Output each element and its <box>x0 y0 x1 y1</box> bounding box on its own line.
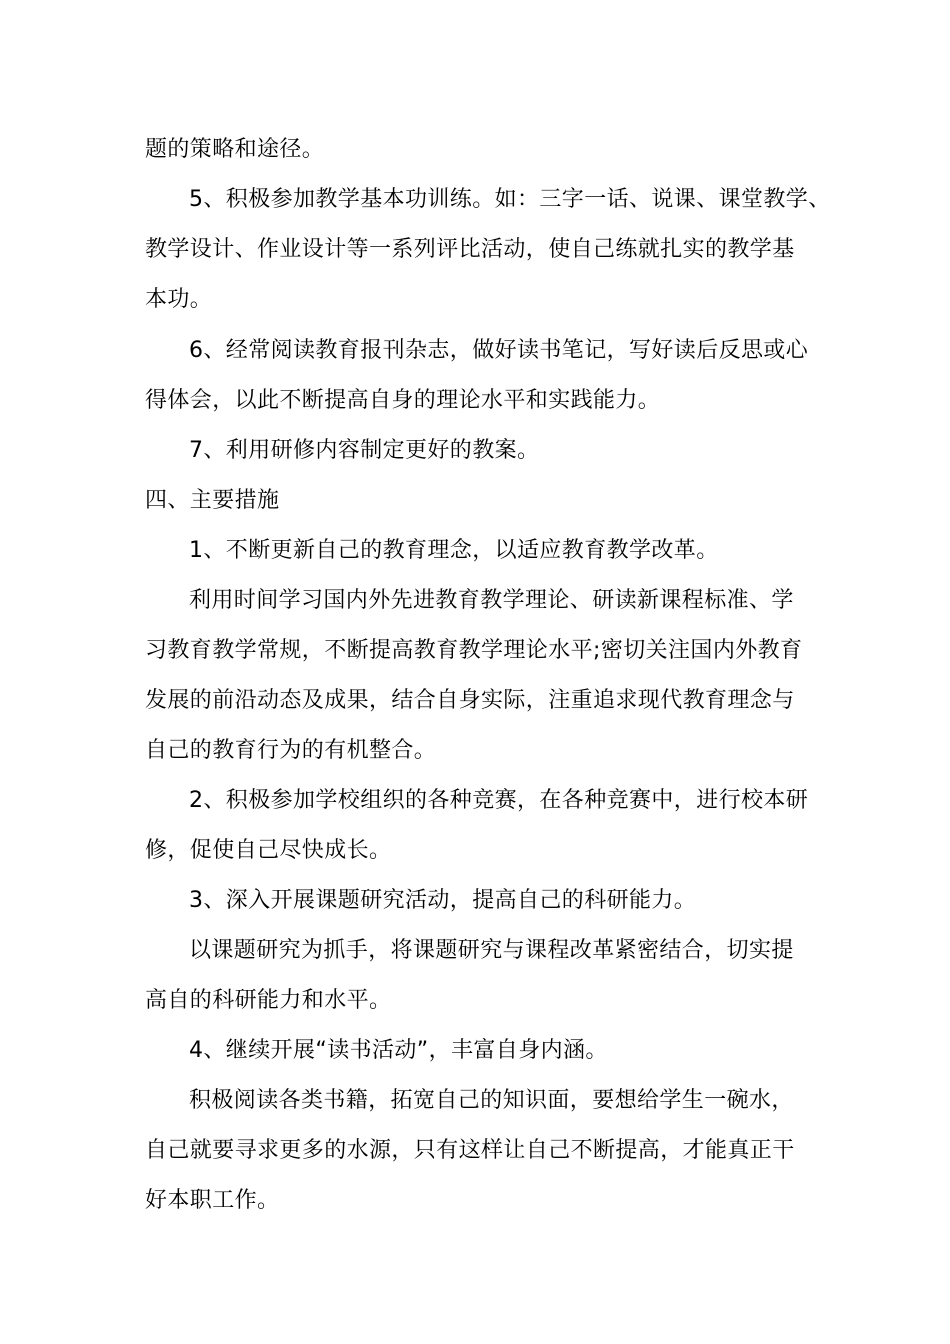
text-line: 7、利用研修内容制定更好的教案。 <box>189 438 540 463</box>
text-line: 习教育教学常规，不断提高教育教学理论水平;密切关注国内外教育 <box>145 638 803 663</box>
text-line: 以课题研究为抓手，将课题研究与课程改革紧密结合，切实提 <box>189 938 794 963</box>
section-heading: 四、主要措施 <box>145 488 280 513</box>
text-line: 6、经常阅读教育报刊杂志，做好读书笔记，写好读后反思或心 <box>189 338 809 363</box>
text-line: 得体会，以此不断提高自身的理论水平和实践能力。 <box>145 388 661 413</box>
text-line: 教学设计、作业设计等一系列评比活动，使自己练就扎实的教学基 <box>145 237 795 262</box>
text-line: 题的策略和途径。 <box>145 137 325 162</box>
text-line: 1、不断更新自己的教育理念，以适应教育教学改革。 <box>189 538 719 563</box>
text-line: 好本职工作。 <box>145 1188 280 1213</box>
text-line: 高自的科研能力和水平。 <box>145 988 392 1013</box>
text-line: 2、积极参加学校组织的各种竞赛，在各种竞赛中，进行校本研 <box>189 788 809 813</box>
text-line: 4、继续开展“读书活动”，丰富自身内涵。 <box>189 1038 608 1063</box>
text-line: 修，促使自己尽快成长。 <box>145 838 392 863</box>
text-line: 自己的教育行为的有机整合。 <box>145 738 437 763</box>
text-line: 5、积极参加教学基本功训练。如：三字一话、说课、课堂教学、 <box>189 187 831 212</box>
text-line: 3、深入开展课题研究活动，提高自己的科研能力。 <box>189 888 697 913</box>
text-line: 发展的前沿动态及成果，结合自身实际，注重追求现代教育理念与 <box>145 688 795 713</box>
text-line: 利用时间学习国内外先进教育教学理论、研读新课程标准、学 <box>189 588 794 613</box>
text-line: 本功。 <box>145 287 213 312</box>
text-line: 自己就要寻求更多的水源，只有这样让自己不断提高，才能真正干 <box>145 1138 795 1163</box>
text-line: 积极阅读各类书籍，拓宽自己的知识面，要想给学生一碗水， <box>189 1088 794 1113</box>
